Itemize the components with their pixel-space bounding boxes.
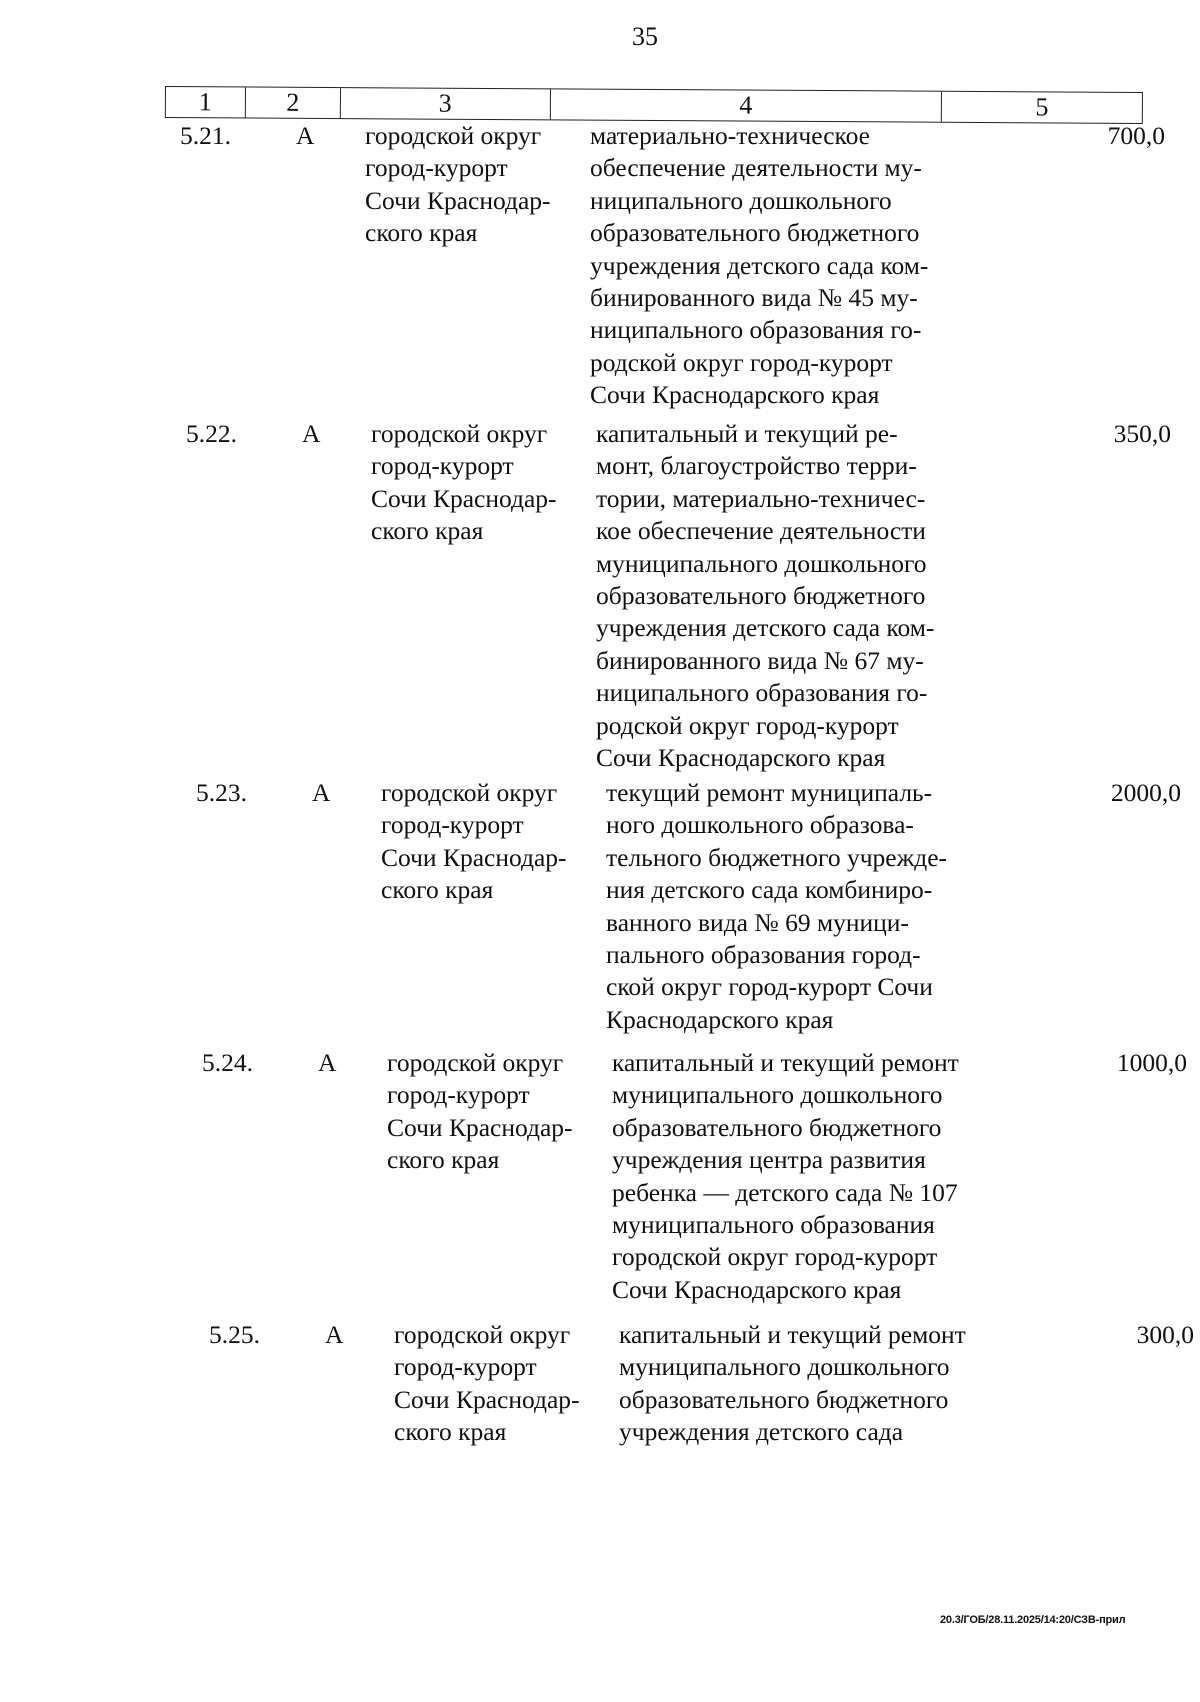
description-line: ребенка — детского сада № 107 [612,1177,958,1207]
territory-line: ского края [371,516,484,546]
territory-line: Сочи Краснодар- [365,185,551,215]
row-amount: 700,0 [1107,121,1165,150]
description-line: бинированного вида № 45 му- [590,283,918,313]
territory-line: городской округ [365,121,542,150]
description-line: тории, материально-техничес- [596,483,926,513]
description-line: образовательного бюджетного [590,218,920,248]
row-description [612,1047,997,1306]
row-amount: 350,0 [1113,419,1171,448]
description-line: тельного бюджетного учрежде- [606,842,948,872]
territory-line: Сочи Краснодар- [371,483,557,513]
row-amount: 2000,0 [1110,778,1181,807]
row-number: 5.25. [209,1320,260,1349]
description-line: городской округ город-курорт [612,1242,938,1272]
row-letter: А [325,1320,344,1349]
description-line: капитальный и текущий ремонт [619,1320,966,1349]
row-number: 5.21. [180,121,231,150]
territory-line: ского края [394,1417,507,1447]
territory-line: городской округ [381,778,558,807]
description-line: ской округ город-курорт Сочи [606,972,933,1002]
row-description [619,1319,1004,1449]
description-line: муниципального образования [612,1210,935,1240]
row-description [590,120,975,412]
description-line: родской округ город-курорт [590,347,893,377]
description-line: образовательного бюджетного [612,1112,942,1142]
row-territory [365,120,580,250]
header-col-3: 3 [341,88,551,119]
document-code: 20.3/ГОБ/28.11.2025/14:20/СЗВ-прил [940,1614,1126,1626]
description-line: муниципального дошкольного [612,1080,943,1110]
description-line: родской округ город-курорт [596,710,899,740]
description-line: ниципального образования го- [596,678,928,708]
row-number: 5.22. [186,419,237,448]
description-line: ванного вида № 69 муници- [606,907,909,937]
description-line: учреждения детского сада [619,1417,904,1447]
row-territory [371,418,586,548]
row-territory [381,777,596,907]
row-amount: 1000,0 [1116,1048,1187,1077]
description-line: муниципального дошкольного [619,1352,950,1382]
description-line: образовательного бюджетного [596,581,926,611]
description-line: бинированного вида № 67 му- [596,645,924,675]
header-col-1: 1 [166,87,246,117]
description-line: ния детского сада комбиниро- [606,875,933,905]
description-line: ниципального образования го- [590,315,922,345]
header-col-2: 2 [246,87,341,118]
territory-line: ского края [365,218,478,248]
territory-line: город-курорт [381,810,524,840]
description-line: Краснодарского края [606,1004,834,1034]
description-line: Сочи Краснодарского края [596,743,886,773]
description-line: монт, благоустройство терри- [596,451,917,481]
row-amount: 300,0 [1136,1320,1194,1349]
description-line: ного дошкольного образова- [606,810,914,840]
territory-line: Сочи Краснодар- [381,842,567,872]
description-line: текущий ремонт муниципаль- [606,778,933,807]
row-letter: А [296,121,315,150]
description-line: ниципального дошкольного [590,185,892,215]
territory-line: город-курорт [394,1352,537,1382]
row-territory [394,1319,609,1449]
territory-line: Сочи Краснодар- [387,1112,573,1142]
row-description [606,777,991,1036]
row-letter: А [318,1048,337,1077]
page-number: 35 [632,22,658,51]
territory-line: городской округ [371,419,548,448]
description-line: учреждения детского сада ком- [590,250,929,280]
description-line: образовательного бюджетного [619,1384,949,1414]
row-letter: А [312,778,331,807]
territory-line: город-курорт [365,153,508,183]
description-line: капитальный и текущий ре- [596,419,898,448]
territory-line: городской округ [387,1048,564,1077]
description-line: Сочи Краснодарского края [612,1274,902,1304]
territory-line: Сочи Краснодар- [394,1384,580,1414]
territory-line: город-курорт [371,451,514,481]
header-col-5: 5 [1035,92,1049,122]
row-territory [387,1047,602,1177]
description-line: учреждения детского сада ком- [596,613,935,643]
description-line: обеспечение деятельности му- [590,153,922,183]
description-line: кое обеспечение деятельности [596,516,926,546]
territory-line: ского края [387,1145,500,1175]
description-line: материально-техническое [590,121,871,150]
description-line: Сочи Краснодарского края [590,380,880,410]
territory-line: городской округ [394,1320,571,1349]
description-line: пального образования город- [606,940,921,970]
territory-line: город-курорт [387,1080,530,1110]
row-letter: А [302,419,321,448]
territory-line: ского края [381,875,494,905]
description-line: капитальный и текущий ремонт [612,1048,959,1077]
description-line: учреждения центра развития [612,1145,926,1175]
header-col-4: 4 [550,89,942,121]
row-number: 5.23. [196,778,247,807]
description-line: муниципального дошкольного [596,548,927,578]
row-number: 5.24. [202,1048,253,1077]
row-description [596,418,981,774]
